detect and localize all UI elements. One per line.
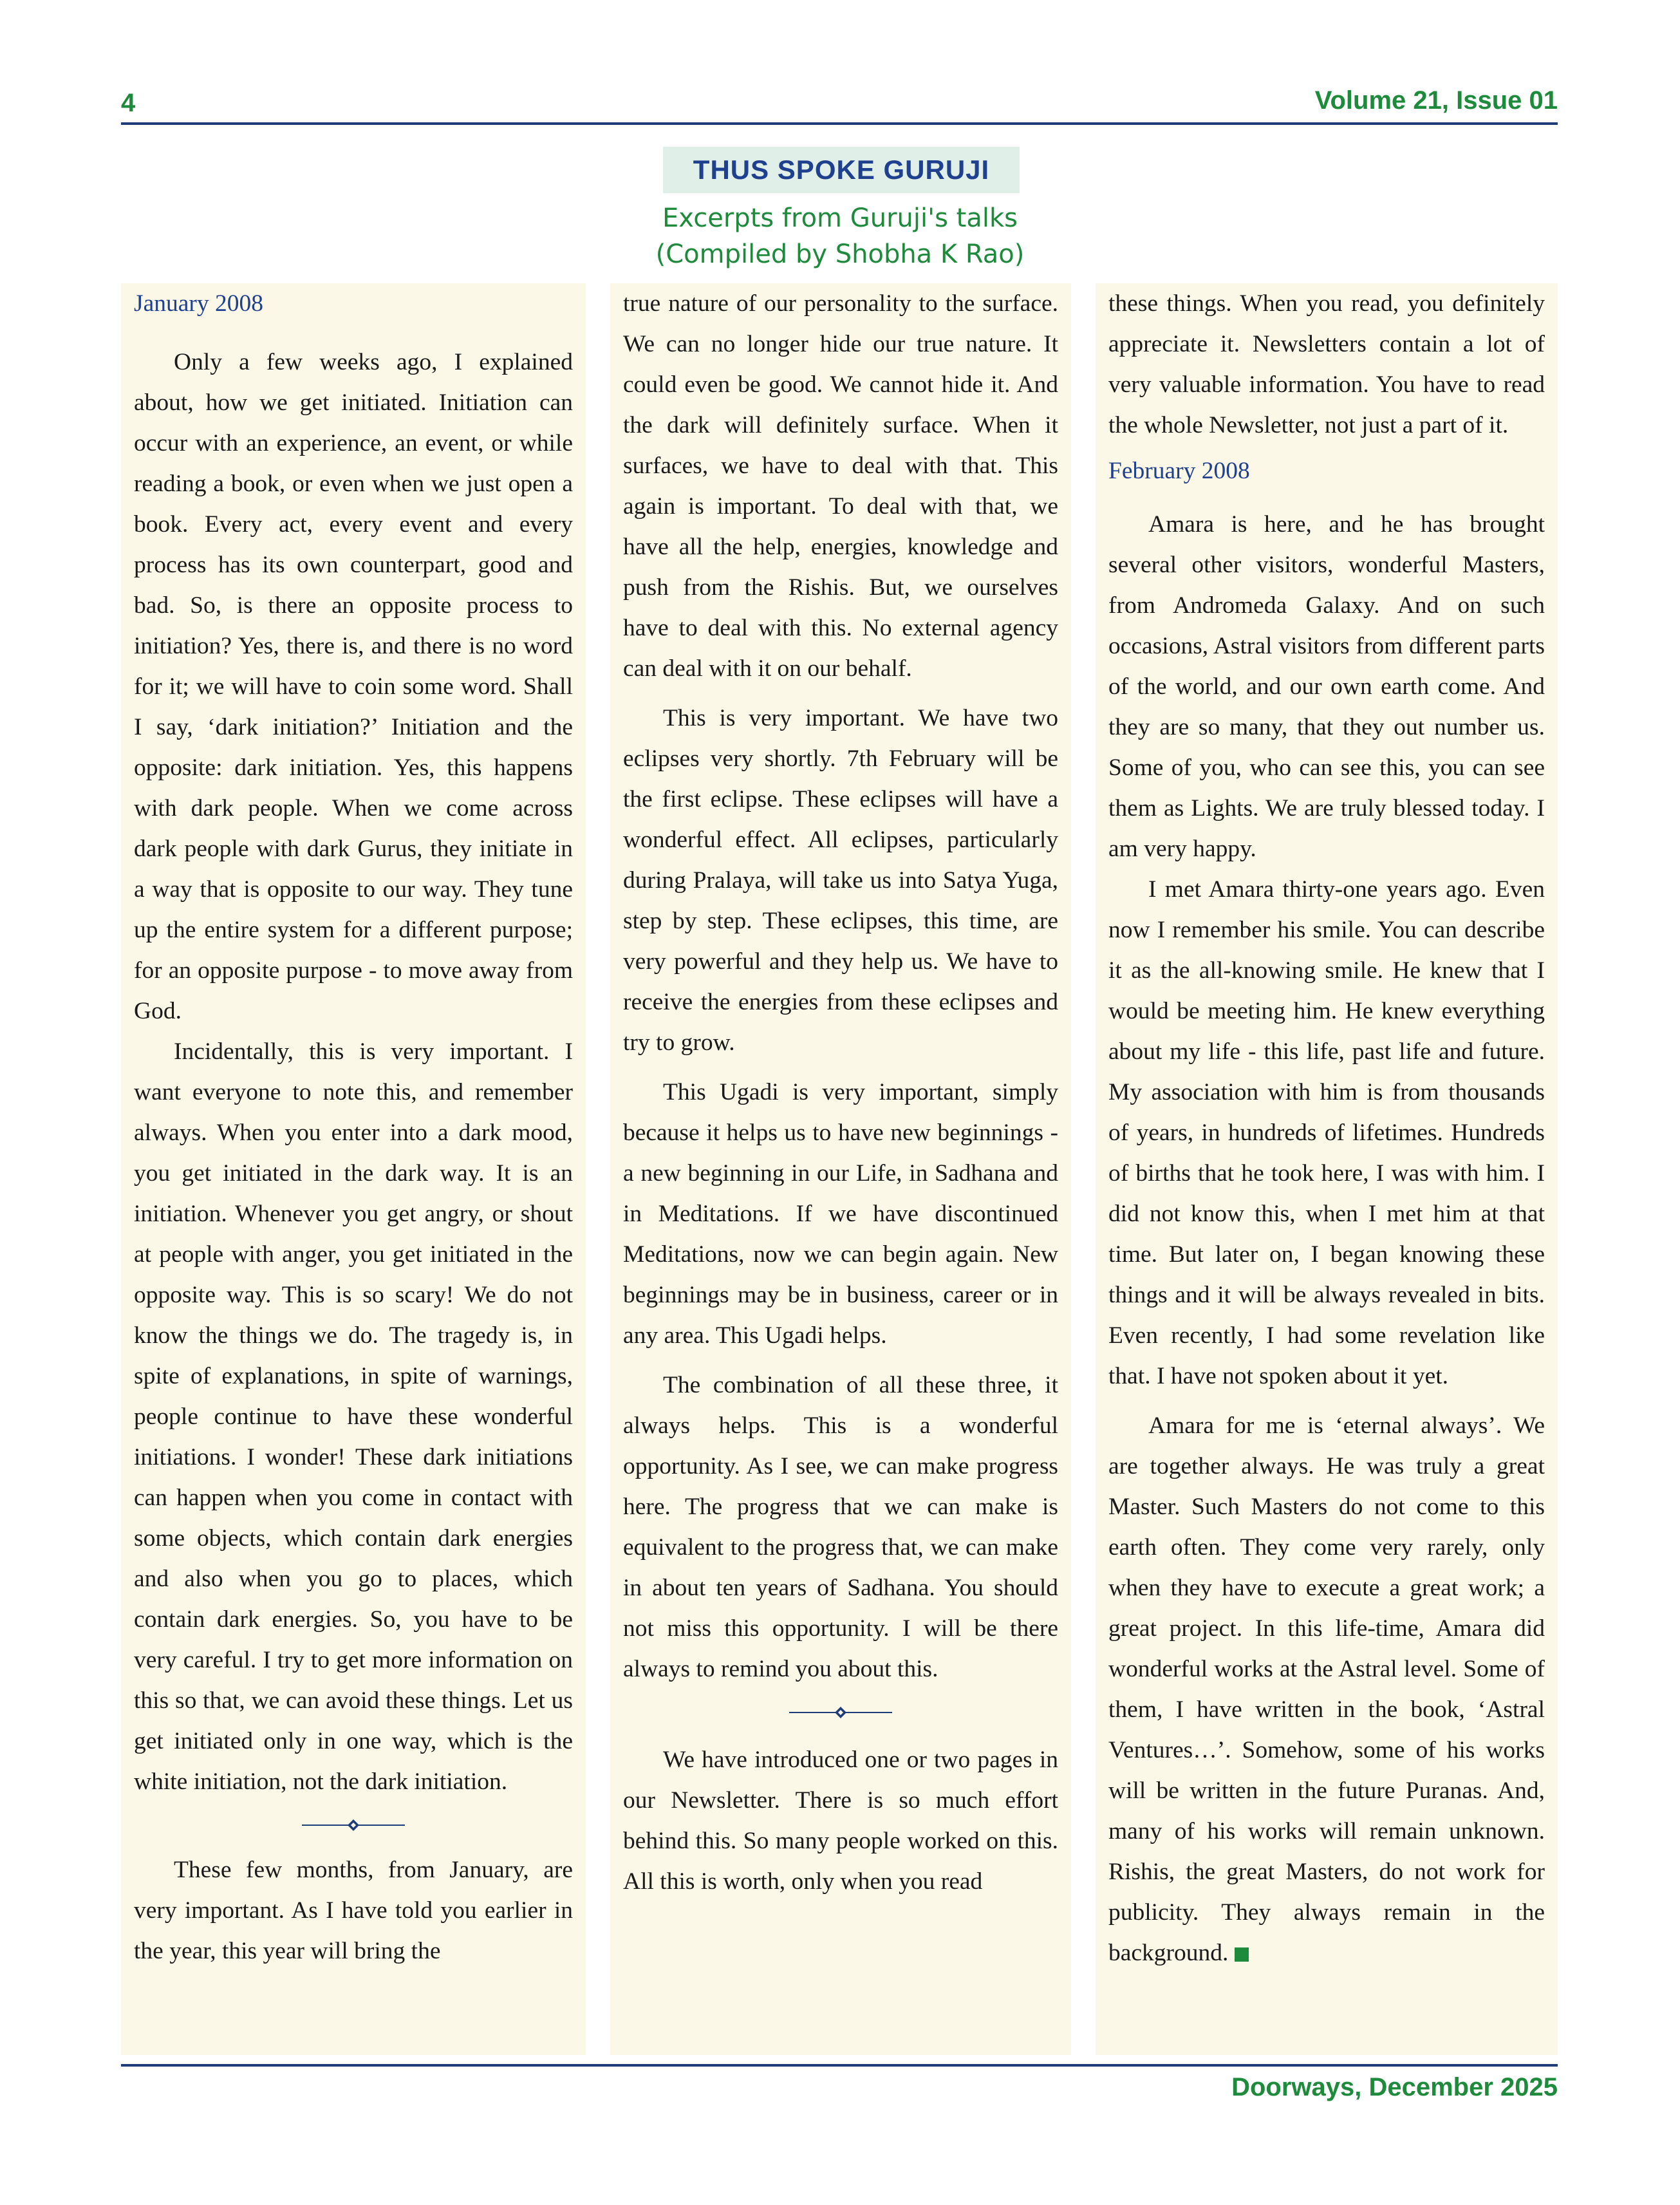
diamond-ornament-icon xyxy=(789,1705,892,1720)
paragraph-final xyxy=(1108,1405,1545,1973)
paragraph: This is very important. We have two eclipses very shortly. 7th February will be the first eclipse. These eclipses will have a wonderful effect. All eclipses, particularly during Pralaya, will take us into Satya Yuga, step by step. These eclipses, this time, are very powerful and they help us. We have to receive the energies from these eclipses and try to grow. xyxy=(623,705,1058,1056)
section-title: THUS SPOKE GURUJI xyxy=(663,147,1020,193)
volume-issue: Volume 21, Issue 01 xyxy=(1314,86,1558,115)
ornament-divider xyxy=(623,1694,1058,1731)
diamond-ornament-icon xyxy=(302,1817,405,1833)
paragraph: I met Amara thirty-one years ago. Even now I remember his smile. You can describe it as the all-knowing smile. He knew that I would be meeting him. He knew everything about my life - this life, past life and future. My association with him is from thousands of years, in hundreds of lifetimes. Hundreds of births that he took here, I was with him. I did not know this, when I met him at that time. But later on, I began knowing these things and it will be always revealed in bits. Even recently, I had some revelation like that. I have not spoken about it yet. xyxy=(1108,876,1545,1389)
paragraph: We have introduced one or two pages in our Newsletter. There is so much effort behind this. So many people worked on this. All this is worth, only when you read xyxy=(623,1747,1058,1895)
end-square-icon xyxy=(1235,1947,1249,1962)
column-1 xyxy=(121,283,586,2055)
column-2 xyxy=(610,283,1071,2055)
footer-publication: Doorways, December 2025 xyxy=(1231,2073,1558,2101)
paragraph: These few months, from January, are very important. As I have told you earlier in the year, this year will bring the xyxy=(134,1857,573,1964)
paragraph: This Ugadi is very important, simply because it helps us to have new beginnings - a new beginning in our Life, in Sadhana and in Meditations. If we have discontinued Meditations, now we can begin again. New beginnings may be in business, career or in any area. This Ugadi helps. xyxy=(623,1079,1058,1349)
paragraph: Incidentally, this is very important. I want everyone to note this, and remember always. When you enter into a dark mood, you get initiated in the dark way. It is an initiation. Whenever you get angry, or shout at people with anger, you get initiated in the opposite way. This is so scary! We do not know the things we do. The tragedy is, in spite of explanations, in spite of warnings, people continue to have these wonderful initiations. I wonder! These dark initiations can happen when you come in contact with some objects, which contain dark energies and also when you go to places, which contain dark energies. So, you have to be very careful. I try to get more information on this so that, we can avoid these things. Let us get initiated only in one way, which is the white initiation, not the dark initiation. xyxy=(134,1038,573,1795)
dateline-february: February 2008 xyxy=(1108,458,1250,484)
subtitle-excerpts: Excerpts from Guruji's talks xyxy=(662,203,1018,233)
paragraph: these things. When you read, you definitely appreciate it. Newsletters contain a lot of very valuable information. You have to read the whole Newsletter, not just a part of it. xyxy=(1108,290,1545,438)
paragraph: Amara is here, and he has brought several other visitors, wonderful Masters, from Andromeda Galaxy. And on such occasions, Astral visitors from different parts of the world, and our own earth come. And they are so many, that they out number us. Some of you, who can see this, you can see them as Lights. We are truly blessed today. I am very happy. xyxy=(1108,511,1545,862)
column-3 xyxy=(1096,283,1558,2055)
subtitle-compiled-by: (Compiled by Shobha K Rao) xyxy=(655,239,1025,269)
header-divider xyxy=(121,122,1558,125)
paragraph: The combination of all these three, it always helps. This is a wonderful opportunity. As I see, we can make progress here. The progress that we can make is equivalent to the progress that, we can make in about ten years of Sadhana. You should not miss this opportunity. I will be there always to remind you about this. xyxy=(623,1372,1058,1682)
dateline-january: January 2008 xyxy=(134,290,263,317)
paragraph-text: Amara for me is ‘eternal always’. We are together always. He was truly a great Master. Such Masters do not come to this earth often. They come very rarely, only when they have to execute a great work; a great project. In this life-time, Amara did wonderful works at the Astral level. Some of them, I have written in the book, ‘Astral Ventures…’. Somehow, some of his works will be written in the future Puranas. And, many of his works will remain unknown. Rishis, the great Masters, do not work for publicity. They always remain in the background. xyxy=(1108,1412,1545,1966)
footer-divider xyxy=(121,2064,1558,2067)
page-number: 4 xyxy=(121,89,136,117)
ornament-divider xyxy=(134,1807,573,1843)
paragraph: Only a few weeks ago, I explained about, how we get initiated. Initiation can occur with an experience, an event, or while reading a book, or even when we just open a book. Every act, every event and every process has its own counterpart, good and bad. So, is there an opposite process to initiation? Yes, there is, and there is no word for it; we will have to coin some word. Shall I say, ‘dark initiation?’ Initiation and the opposite: dark initiation. Yes, this happens with dark people. When we come across dark people with dark Gurus, they initiate in a way that is opposite to our way. They tune up the entire system for a different purpose; for an opposite purpose - to move away from God. xyxy=(134,349,573,1024)
paragraph: true nature of our personality to the surface. We can no longer hide our true nature. It could even be good. We cannot hide it. And the dark will definitely surface. When it surfaces, we have to deal with that. This again is important. To deal with that, we have all the help, energies, knowledge and push from the Rishis. But, we ourselves have to deal with this. No external agency can deal with it on our behalf. xyxy=(623,290,1058,682)
